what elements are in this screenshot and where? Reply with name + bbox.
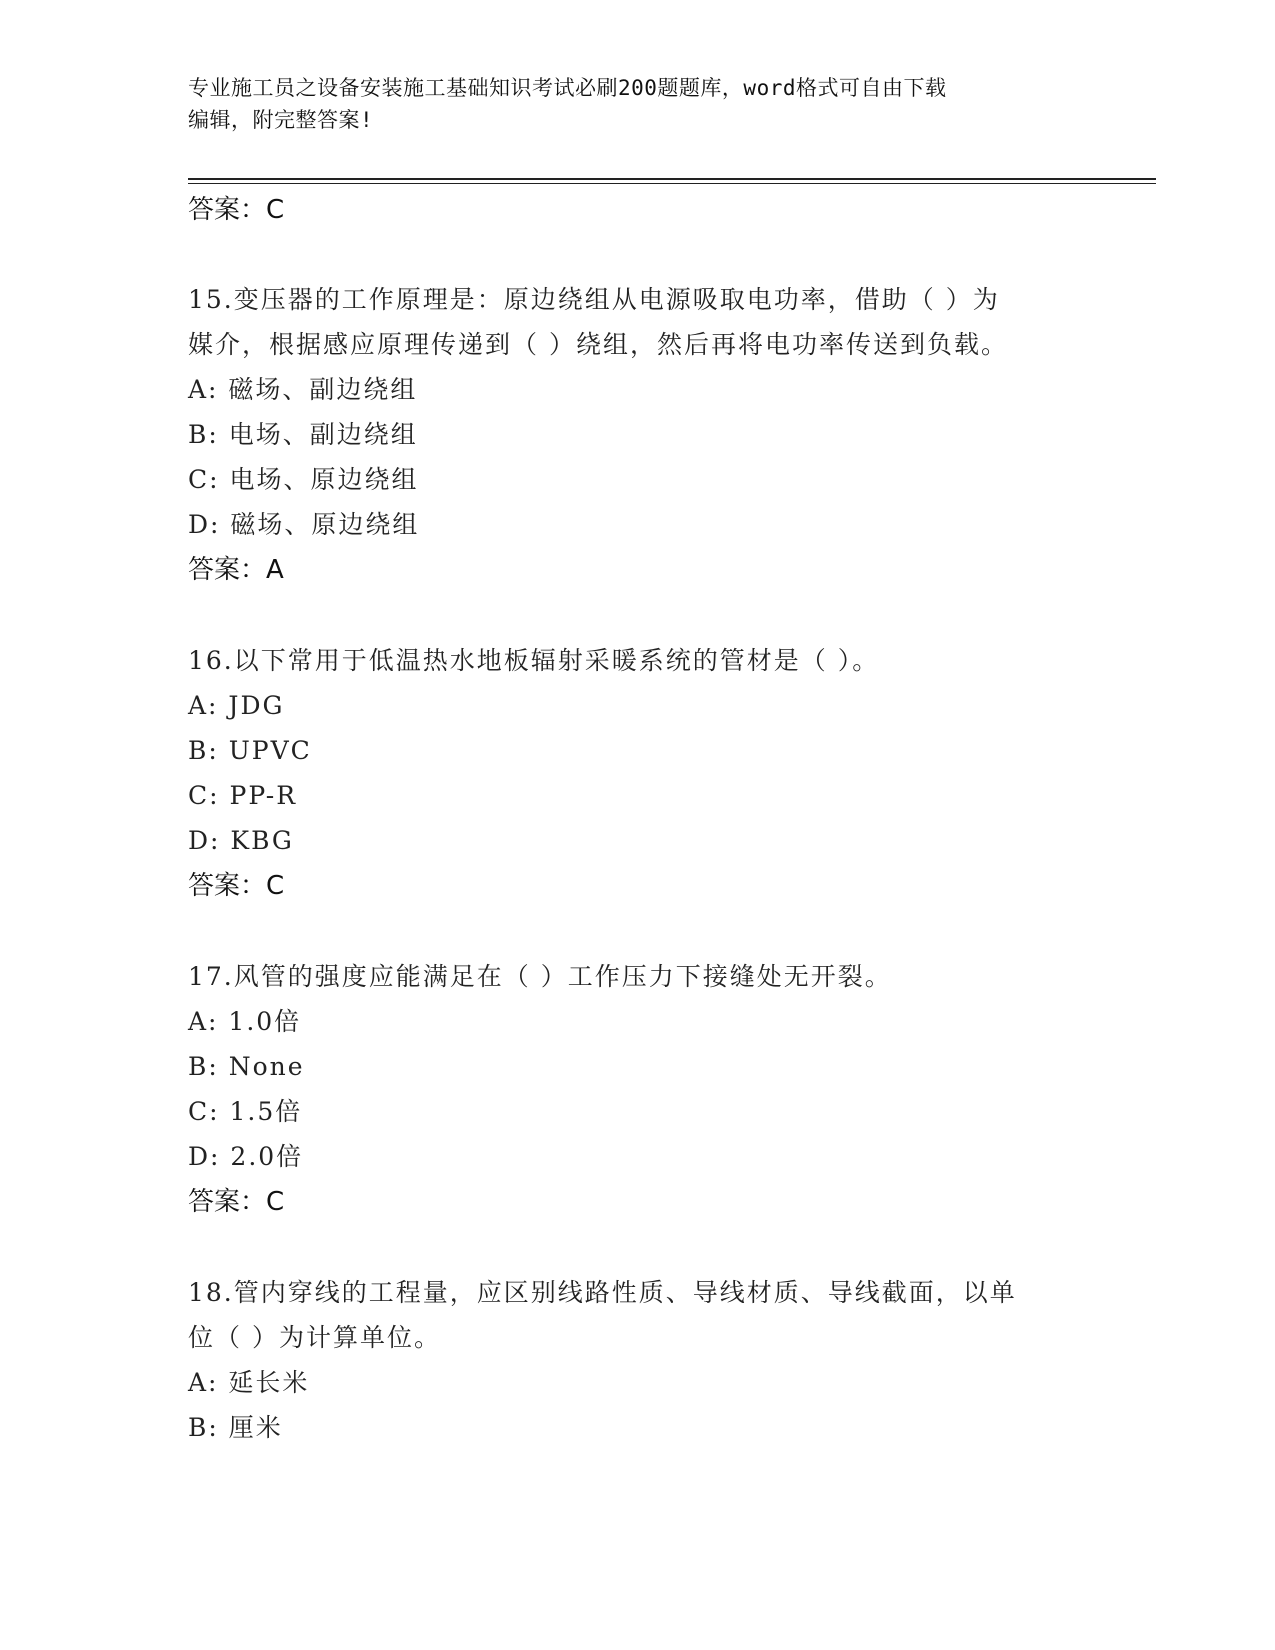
- answer-16: 答案：C: [188, 871, 285, 901]
- question-16-line-1: 16.以下常用于低温热水地板辐射采暖系统的管材是（ ）。: [188, 646, 880, 675]
- question-16-option-a: A: JDG: [188, 691, 285, 720]
- question-15-option-b: B: 电场、副边绕组: [188, 420, 418, 449]
- question-15-option-a: A: 磁场、副边绕组: [188, 375, 418, 404]
- question-17-option-c: C: 1.5倍: [188, 1097, 303, 1126]
- question-18-option-b: B: 厘米: [188, 1413, 283, 1442]
- question-15-line-2: 媒介，根据感应原理传递到（ ）绕组，然后再将电功率传送到负载。: [188, 330, 1008, 359]
- answer-17: 答案：C: [188, 1187, 285, 1217]
- header-divider-thin: [188, 183, 1156, 184]
- answer-14: 答案：C: [188, 195, 285, 225]
- question-16-option-d: D: KBG: [188, 826, 294, 855]
- question-17-option-b: B: None: [188, 1052, 305, 1081]
- header-line-1: 专业施工员之设备安装施工基础知识考试必刷200题题库，word格式可自由下载: [188, 76, 947, 100]
- answer-15: 答案：A: [188, 555, 284, 585]
- question-16-option-b: B: UPVC: [188, 736, 312, 765]
- header-line-2: 编辑，附完整答案!: [188, 108, 374, 132]
- header-divider-thick: [188, 178, 1156, 180]
- question-18-line-1: 18.管内穿线的工程量，应区别线路性质、导线材质、导线截面，以单: [188, 1278, 1017, 1307]
- question-17-line-1: 17.风管的强度应能满足在（ ）工作压力下接缝处无开裂。: [188, 962, 892, 991]
- document-header: [188, 72, 1088, 136]
- question-15-option-c: C: 电场、原边绕组: [188, 465, 419, 494]
- question-17-option-d: D: 2.0倍: [188, 1142, 304, 1171]
- question-15-line-1: 15.变压器的工作原理是：原边绕组从电源吸取电功率，借助（ ）为: [188, 285, 1000, 314]
- question-17-option-a: A: 1.0倍: [188, 1007, 302, 1036]
- question-15-option-d: D: 磁场、原边绕组: [188, 510, 420, 539]
- question-18-line-2: 位（ ）为计算单位。: [188, 1323, 441, 1352]
- question-18-option-a: A: 延长米: [188, 1368, 310, 1397]
- question-16-option-c: C: PP-R: [188, 781, 298, 810]
